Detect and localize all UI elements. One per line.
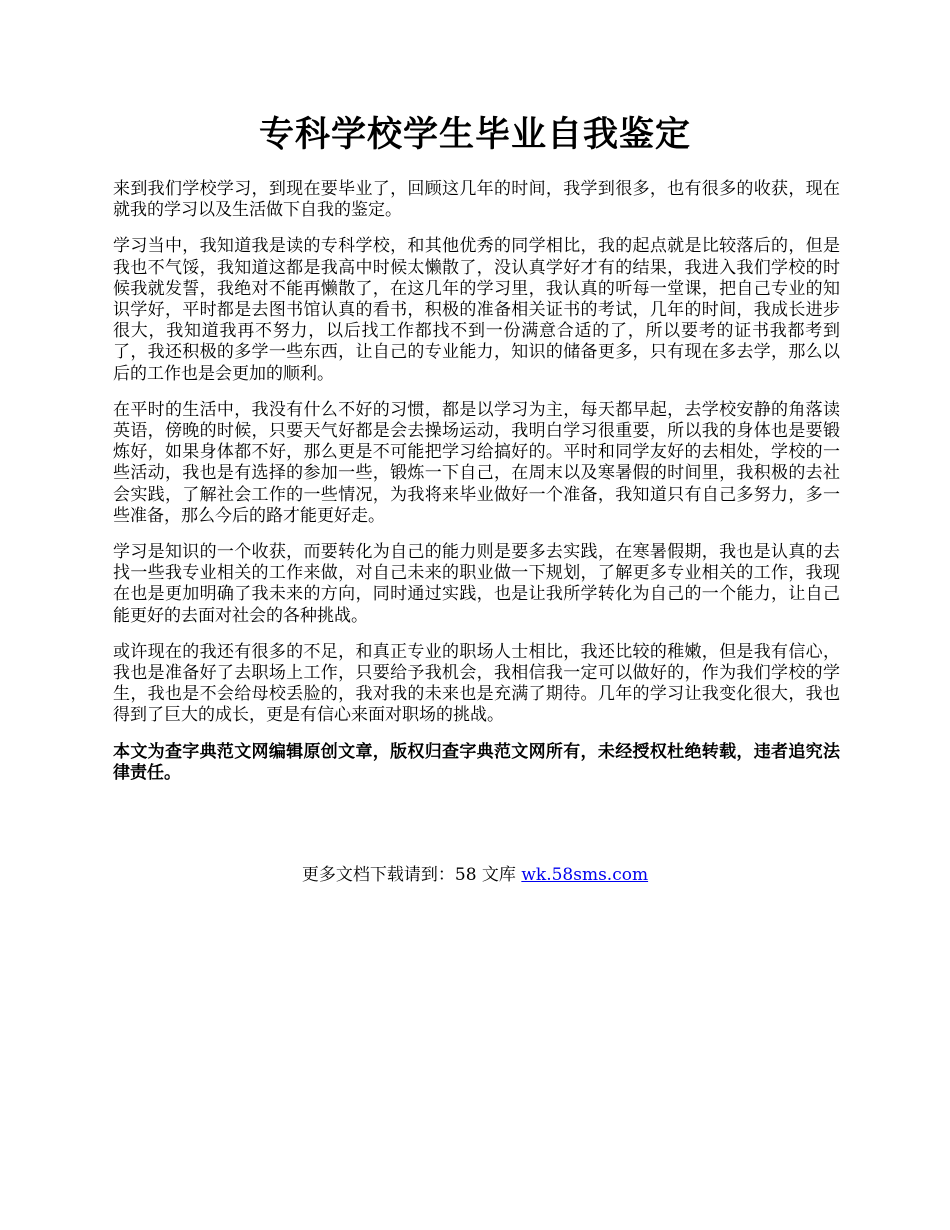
document-body (113, 179, 840, 799)
paragraph-practice: 学习是知识的一个收获，而要转化为自己的能力则是要多去实践，在寒暑假期，我也是认真的去找一些我专业相关的工作来做，对自己未来的职业做一下规划，了解更多专业相关的工作，我现在也是更加明确了我未来的方向，同时通过实践，也是让我所学转化为自己的一个能力，让自己能更好的去面对社会的各种挑战。 (113, 542, 840, 626)
paragraph-life: 在平时的生活中，我没有什么不好的习惯，都是以学习为主，每天都早起，去学校安静的角落读英语，傍晚的时候，只要天气好都是会去操场运动，我明白学习很重要，所以我的身体也是要锻炼好，如果身体都不好，那么更是不可能把学习给搞好的。平时和同学友好的去相处，学校的一些活动，我也是有选择的参加一些，锻炼一下自己，在周末以及寒暑假的时间里，我积极的去社会实践，了解社会工作的一些情况，为我将来毕业做好一个准备，我知道只有自己多努力，多一些准备，那么今后的路才能更好走。 (113, 399, 840, 526)
footer (0, 864, 950, 886)
page-title: 专科学校学生毕业自我鉴定 (258, 114, 691, 155)
copyright-notice: 本文为查字典范文网编辑原创文章，版权归查字典范文网所有，未经授权杜绝转载，违者追究法律责任。 (113, 741, 840, 783)
paragraph-outlook: 或许现在的我还有很多的不足，和真正专业的职场人士相比，我还比较的稚嫩，但是我有信心，我也是准备好了去职场上工作，只要给予我机会，我相信我一定可以做好的，作为我们学校的学生，我也是不会给母校丢脸的，我对我的未来也是充满了期待。几年的学习让我变化很大，我也得到了巨大的成长，更是有信心来面对职场的挑战。 (113, 641, 840, 726)
paragraph-intro: 来到我们学校学习，到现在要毕业了，回顾这几年的时间，我学到很多，也有很多的收获，现在就我的学习以及生活做下自我的鉴定。 (113, 179, 840, 221)
footer-prefix: 更多文档下载请到：58 文库 (301, 865, 522, 885)
paragraph-study: 学习当中，我知道我是读的专科学校，和其他优秀的同学相比，我的起点就是比较落后的，但是我也不气馁，我知道这都是我高中时候太懒散了，没认真学好才有的结果，我进入我们学校的时候我就发誓，我绝对不能再懒散了，在这几年的学习里，我认真的听每一堂课，把自己专业的知识学好，平时都是去图书馆认真的看书，积极的准备相关证书的考试，几年的时间，我成长进步很大，我知道我再不努力，以后找工作都找不到一份满意合适的了，所以要考的证书我都考到了，我还积极的多学一些东西，让自己的专业能力，知识的储备更多，只有现在多去学，那么以后的工作也是会更加的顺利。 (113, 236, 840, 384)
footer-link[interactable]: wk.58sms.com (521, 865, 649, 885)
